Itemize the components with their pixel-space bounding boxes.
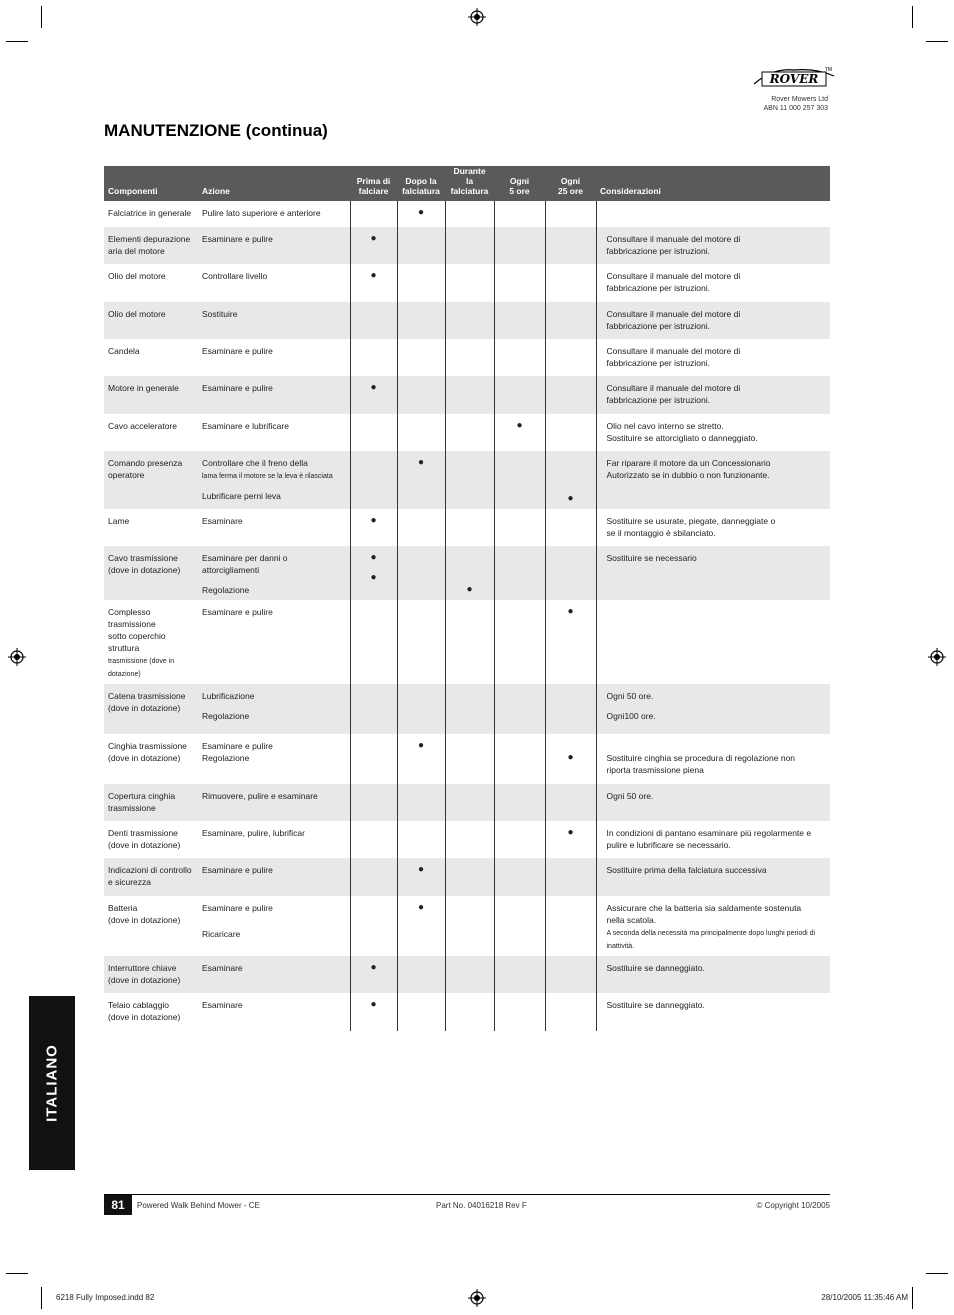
page-number: 81	[104, 1195, 132, 1215]
table-row	[104, 600, 830, 684]
cell-azione: Esaminare e pulire	[202, 607, 273, 617]
cell-componente: Catena trasmissione (dove in dotazione)	[104, 684, 198, 734]
logo-text: ROVER	[769, 72, 819, 86]
table-row	[104, 509, 830, 546]
cell-considerazioni: Consultare il manuale del motore di fabbricazione per istruzioni.	[596, 302, 830, 339]
header-componenti: Componenti	[104, 166, 198, 201]
footer-title: Powered Walk Behind Mower - CE	[137, 1201, 260, 1210]
footer-part-no: Part No. 04016218 Rev F	[436, 1201, 527, 1210]
crop-mark-br-h	[926, 1273, 948, 1274]
cell-azione: Lubrificazione Regolazione	[198, 684, 350, 734]
cell-azione: Esaminare e pulire	[202, 346, 273, 356]
table-row	[104, 993, 830, 1031]
slug-file: 6218 Fully Imposed.indd 82	[56, 1293, 155, 1302]
cell-considerazioni: Sostituire se danneggiato.	[596, 956, 830, 993]
bullet-pair: ● ●	[350, 546, 397, 600]
table-row	[104, 264, 830, 302]
page-title-sub: (continua)	[245, 121, 328, 140]
trademark-text: TM	[824, 67, 832, 73]
cell-considerazioni: Sostituire prima della falciatura successiva	[596, 858, 830, 896]
header-ogni-5-ore: Ogni 5 ore	[494, 166, 545, 201]
bullet: ●	[350, 993, 397, 1031]
cell-considerazioni: Far riparare il motore da un Concessionario Autorizzato se in dubbio o non funzionante.	[596, 451, 830, 509]
language-label: ITALIANO	[43, 1044, 61, 1122]
header-prima-di-falciare: Prima di falciare	[350, 166, 397, 201]
cell-considerazioni	[596, 600, 830, 684]
bullet: ●	[397, 201, 445, 227]
cell-azione: Esaminare e pulire	[198, 376, 350, 414]
registration-mark-icon	[468, 8, 486, 26]
cell-azione: Esaminare, pulire, lubrificar	[202, 828, 305, 838]
cell-azione: Esaminare	[202, 1000, 243, 1010]
header-considerazioni: Considerazioni	[596, 166, 830, 201]
registration-mark-icon	[468, 1289, 486, 1307]
company-name: Rover Mowers Ltd	[771, 96, 828, 103]
cell-considerazioni: Sostituire se usurate, piegate, danneggiate o se il montaggio è sbilanciato.	[596, 509, 830, 546]
bullet: ●	[397, 896, 445, 956]
crop-mark-tl-h	[6, 41, 28, 42]
crop-mark-tr-h	[926, 41, 948, 42]
bullet: ●	[397, 734, 445, 784]
cell-componente: Candela	[108, 346, 140, 356]
cell-azione: Controllare livello	[202, 271, 268, 281]
bullet: ●	[350, 227, 397, 264]
table-row	[104, 896, 830, 956]
cell-componente: Denti trasmissione (dove in dotazione)	[108, 828, 181, 850]
table-header-row	[104, 166, 830, 201]
header-durante-la-falciatura: Durante la falciatura	[445, 166, 494, 201]
page-title-main: MANUTENZIONE	[104, 121, 241, 140]
company-abn: ABN 11 000 257 303	[763, 105, 828, 112]
crop-mark-br-v	[912, 1287, 913, 1309]
bullet: ●	[545, 600, 596, 684]
cell-componente: Cavo trasmissione (dove in dotazione)	[104, 546, 198, 600]
cell-componente: Interruttore chiave (dove in dotazione)	[104, 956, 198, 993]
maintenance-table	[104, 166, 830, 1031]
cell-considerazioni: Sostituire se necessario	[596, 546, 830, 600]
cell-azione: Esaminare per danni o attorcigliamenti Regolazione	[198, 546, 350, 600]
cell-azione: Pulire lato superiore e anteriore	[202, 208, 321, 218]
cell-componente: Batteria (dove in dotazione)	[108, 903, 181, 925]
company-info	[764, 95, 828, 113]
cell-considerazioni: Sostituire cinghia se procedura di regolazione non riporta trasmissione piena	[596, 734, 830, 784]
header-dopo-la-falciatura: Dopo la falciatura	[397, 166, 445, 201]
cell-considerazioni	[596, 201, 830, 227]
bullet: ●	[350, 376, 397, 414]
bullet: ●	[350, 956, 397, 993]
bullet: ●	[397, 858, 445, 896]
table-row	[104, 684, 830, 734]
table-row	[104, 201, 830, 227]
registration-mark-icon	[928, 648, 946, 666]
cell-azione: Esaminare e pulire Ricaricare	[202, 903, 273, 939]
cell-componente: Copertura cinghia trasmissione	[104, 784, 198, 821]
table-row	[104, 414, 830, 451]
cell-componente: Olio del motore	[104, 302, 198, 339]
page-title	[104, 121, 328, 141]
slug-timestamp: 28/10/2005 11:35:46 AM	[821, 1293, 908, 1302]
table-row	[104, 956, 830, 993]
cell-azione: Sostituire	[198, 302, 350, 339]
cell-azione: Esaminare	[202, 516, 243, 526]
cell-componente: Comando presenza operatore	[104, 451, 198, 509]
table-row	[104, 451, 830, 509]
cell-componente: Olio del motore	[108, 271, 166, 281]
table-row	[104, 734, 830, 784]
bullet: ●	[445, 546, 494, 600]
cell-componente: Elementi depurazione aria del motore	[104, 227, 198, 264]
cell-azione: Esaminare	[198, 956, 350, 993]
cell-componente: Telaio cablaggio (dove in dotazione)	[108, 1000, 181, 1022]
cell-considerazioni: Sostituire se danneggiato.	[596, 993, 830, 1031]
cell-azione: Esaminare e pulire	[198, 858, 350, 896]
table-row	[104, 821, 830, 858]
header-ogni-25-ore: Ogni 25 ore	[545, 166, 596, 201]
cell-considerazioni: In condizioni di pantano esaminare più regolarmente e pulire e lubrificare se necessario.	[596, 821, 830, 858]
header-azione: Azione	[198, 166, 350, 201]
cell-componente: Falciatrice in generale	[108, 208, 192, 218]
cell-componente: Cavo acceleratore	[108, 421, 177, 431]
footer-copyright: © Copyright 10/2005	[756, 1201, 830, 1210]
cell-considerazioni: Assicurare che la batteria sia saldamente sostenuta nella scatola. A seconda della necessità ma principalmente dopo lunghi periodi di inattività.	[596, 896, 830, 956]
table-row	[104, 546, 830, 600]
bullet: ●	[397, 451, 445, 509]
cell-considerazioni: Olio nel cavo interno se stretto. Sostituire se attorcigliato o danneggiato.	[596, 414, 830, 451]
crop-mark-bl-v	[41, 1287, 42, 1309]
cell-componente: Cinghia trasmissione (dove in dotazione)	[108, 741, 187, 763]
cell-azione: Rimuovere, pulire e esaminare	[198, 784, 350, 821]
cell-considerazioni: Consultare il manuale del motore di fabbricazione per istruzioni.	[596, 339, 830, 376]
table-row	[104, 784, 830, 821]
cell-componente: Lame	[108, 516, 130, 526]
cell-azione: Esaminare e lubrificare	[202, 421, 289, 431]
bullet: ●	[545, 734, 596, 784]
bullet: ●	[545, 821, 596, 858]
bullet: ●	[350, 509, 397, 546]
rover-logo-icon	[752, 64, 836, 92]
crop-mark-bl-h	[6, 1273, 28, 1274]
table-row	[104, 302, 830, 339]
cell-componente: Motore in generale	[104, 376, 198, 414]
crop-mark-tl-v	[41, 6, 42, 28]
registration-mark-icon	[8, 648, 26, 666]
cell-componente: Complesso trasmissione sotto coperchio struttura trasmissione (dove in dotazione)	[108, 607, 175, 678]
cell-azione: Esaminare e pulire Regolazione	[202, 741, 273, 763]
cell-considerazioni: Ogni 50 ore. Ogni100 ore.	[596, 684, 830, 734]
bullet: ●	[545, 451, 596, 509]
bullet: ●	[350, 264, 397, 302]
cell-componente: Indicazioni di controllo e sicurezza	[104, 858, 198, 896]
table-row	[104, 227, 830, 264]
table-row	[104, 858, 830, 896]
cell-considerazioni: Consultare il manuale del motore di fabbricazione per istruzioni.	[596, 227, 830, 264]
crop-mark-tr-v	[912, 6, 913, 28]
cell-considerazioni: Consultare il manuale del motore di fabbricazione per istruzioni.	[596, 376, 830, 414]
cell-considerazioni: Ogni 50 ore.	[596, 784, 830, 821]
table-row	[104, 376, 830, 414]
bullet: ●	[494, 414, 545, 451]
footer-rule	[104, 1194, 830, 1195]
table-row	[104, 339, 830, 376]
cell-azione: Controllare che il freno della lama ferma il motore se la leva è rilasciata Lubrificare perni leva	[198, 451, 350, 509]
cell-azione: Esaminare e pulire	[198, 227, 350, 264]
cell-considerazioni: Consultare il manuale del motore di fabbricazione per istruzioni.	[596, 264, 830, 302]
